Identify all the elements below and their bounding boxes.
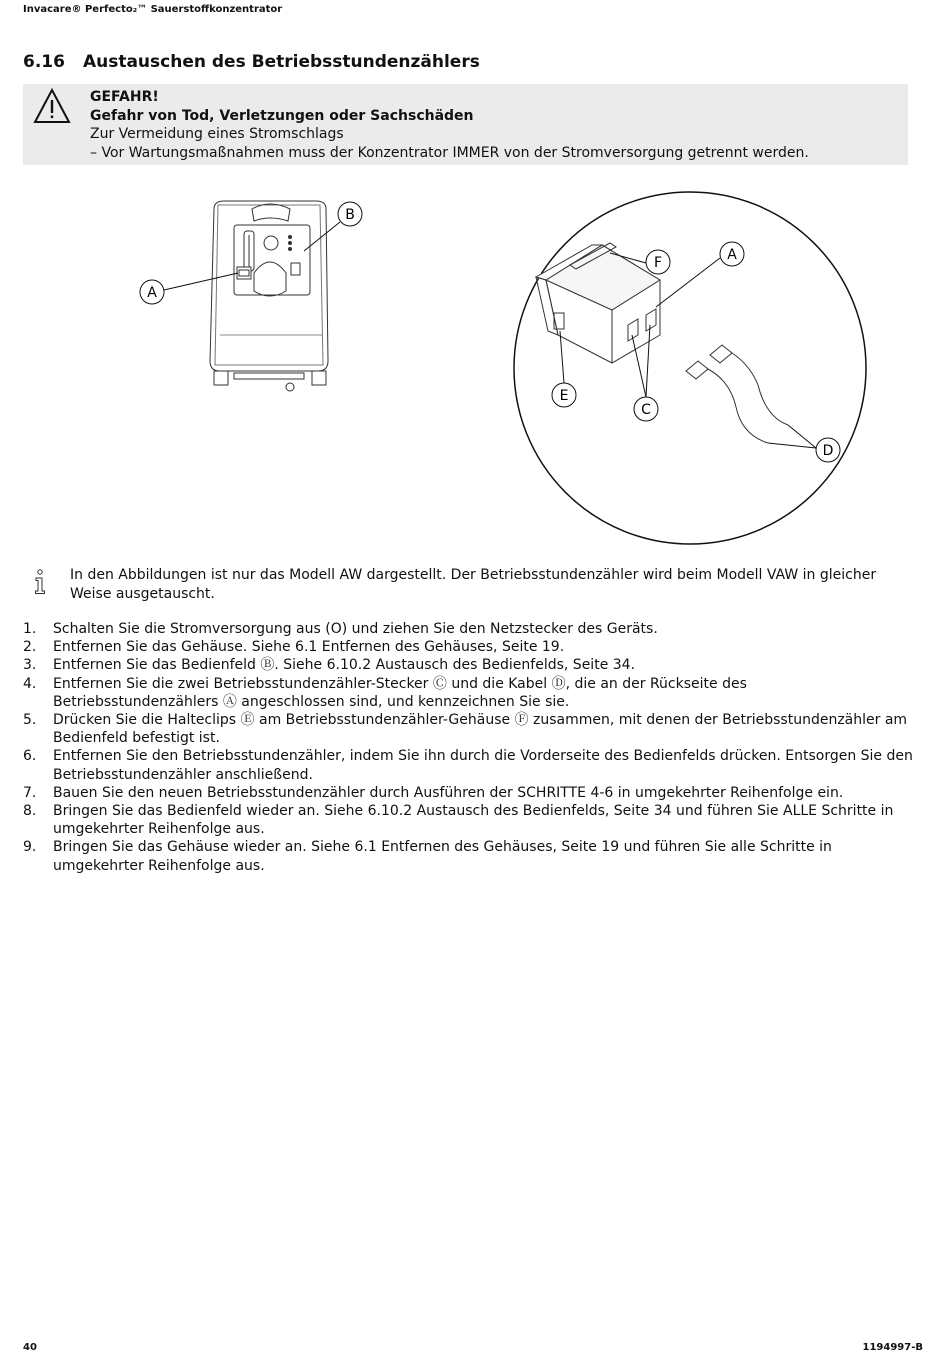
step-number: 9. [23, 839, 37, 856]
step-number: 4. [23, 675, 37, 692]
running-header: Invacare® Perfecto₂™ Sauerstoffkonzentrator [23, 4, 283, 15]
step-number: 7. [23, 784, 37, 801]
step-text: Entfernen Sie das Bedienfeld Ⓑ. Siehe 6.10.2 Austausch des Bedienfelds, Seite 34. [53, 657, 636, 674]
callout-d: D [822, 443, 834, 459]
step-number: 6. [23, 748, 37, 765]
concentrator-front-illustration [130, 195, 370, 405]
warning-heading: GEFAHR! [90, 89, 159, 105]
step-item [23, 802, 913, 838]
step-text: Entfernen Sie den Betriebsstundenzähler, indem Sie ihn durch die Vorderseite des Bedienfelds drücken. Entsorgen Sie den Betriebsstundenzähler anschließend. [53, 748, 913, 783]
callout-f: F [653, 255, 663, 271]
hour-meter-detail-illustration [510, 185, 870, 550]
procedure-steps [23, 620, 913, 875]
step-item [23, 675, 913, 711]
step-item [23, 747, 913, 783]
warning-text [90, 88, 809, 162]
step-number: 5. [23, 712, 37, 729]
warning-triangle-icon [33, 88, 71, 124]
callout-b-left: B [345, 207, 355, 223]
step-number: 2. [23, 639, 37, 656]
section-title [23, 52, 480, 72]
step-text: Entfernen Sie das Gehäuse. Siehe 6.1 Entfernen des Gehäuses, Seite 19. [53, 639, 565, 656]
step-text: Bringen Sie das Gehäuse wieder an. Siehe 6.1 Entfernen des Gehäuses, Seite 19 und führen Sie alle Schritte in umgekehrter Reihenfolge aus. [53, 839, 832, 874]
callout-e: E [559, 388, 569, 404]
document-number: 1194997-B [862, 1342, 923, 1353]
step-text: Bauen Sie den neuen Betriebsstundenzähler durch Ausführen der SCHRITTE 4-6 in umgekehrter Reihenfolge ein. [53, 784, 844, 801]
step-item [23, 656, 913, 674]
danger-warning-box [23, 84, 908, 165]
callout-a-left: A [147, 285, 157, 301]
step-number: 8. [23, 803, 37, 820]
info-note-text: In den Abbildungen ist nur das Modell AW dargestellt. Der Betriebsstundenzähler wird beim Modell VAW in gleicher Weise ausgetauscht. [70, 567, 877, 602]
warning-line: Zur Vermeidung eines Stromschlags [90, 126, 344, 142]
step-text: Entfernen Sie die zwei Betriebsstundenzähler-Stecker Ⓒ und die Kabel Ⓓ, die an der Rückseite des Betriebsstundenzählers Ⓐ angeschlossen sind, und kennzeichnen Sie sie. [53, 675, 747, 710]
step-item [23, 638, 913, 656]
step-item [23, 620, 913, 638]
step-number: 1. [23, 621, 37, 637]
step-number: 3. [23, 657, 37, 674]
step-item [23, 838, 913, 874]
section-number: 6.16 [23, 52, 65, 72]
callout-c: C [641, 402, 651, 418]
step-item [23, 784, 913, 802]
callout-a-right: A [727, 247, 737, 263]
info-icon [33, 569, 47, 595]
section-title-text: Austauschen des Betriebsstundenzählers [82, 52, 480, 72]
page-number: 40 [23, 1342, 37, 1353]
warning-bullet: – Vor Wartungsmaßnahmen muss der Konzentrator IMMER von der Stromversorgung getrennt werden. [90, 144, 809, 161]
step-text: Drücken Sie die Halteclips Ⓔ am Betriebsstundenzähler-Gehäuse Ⓕ zusammen, mit denen der Betriebsstundenzähler am Bedienfeld befestigt ist. [53, 712, 908, 747]
step-text: Schalten Sie die Stromversorgung aus (O) und ziehen Sie den Netzstecker des Geräts. [53, 621, 658, 637]
step-text: Bringen Sie das Bedienfeld wieder an. Siehe 6.10.2 Austausch des Bedienfelds, Seite 34 und führen Sie ALLE Schritte in umgekehrter Reihenfolge aus. [53, 803, 894, 838]
step-item [23, 711, 913, 747]
warning-subheading: Gefahr von Tod, Verletzungen oder Sachschäden [90, 107, 474, 124]
